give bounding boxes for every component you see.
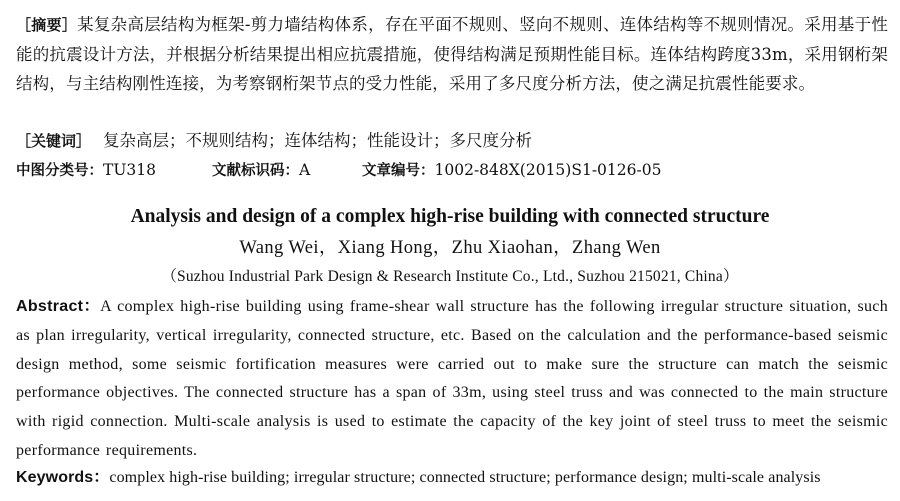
article-number-value: 1002-848X(2015)S1-0126-05: [434, 161, 662, 179]
english-keywords-label: Keywords：: [16, 469, 110, 486]
english-keywords-text: complex high-rise building; irregular structure; connected structure; performance design; multi-scale analysis: [109, 469, 821, 486]
english-keywords: [16, 464, 888, 492]
clc-number: [16, 157, 212, 184]
chinese-keywords-text: 复杂高层；不规则结构；连体结构；性能设计；多尺度分析: [103, 131, 533, 150]
english-abstract-label: Abstract：: [16, 298, 101, 315]
english-abstract: [16, 293, 888, 466]
english-affiliation: （Suzhou Industrial Park Design & Research Institute Co., Ltd., Suzhou 215021, China）: [161, 268, 739, 285]
clc-value: TU318: [103, 161, 156, 179]
classification-line: [16, 157, 888, 184]
chinese-abstract-label: ［摘要］: [16, 16, 78, 34]
document-code-label: 文献标识码：: [212, 163, 299, 179]
chinese-keywords: [16, 127, 888, 155]
english-authors: Wang Wei，Xiang Hong，Zhu Xiaohan，Zhang Wen: [239, 238, 661, 258]
chinese-abstract-text: 某复杂高层结构为框架-剪力墙结构体系，存在平面不规则、竖向不规则、连体结构等不规则情况。采用基于性能的抗震设计方法，并根据分析结果提出相应抗震措施，使得结构满足预期性能目标。连体结构跨度33m，采用钢桁架结构，与主结构刚性连接，为考察钢桁架节点的受力性能，采用了多尺度分析方法，使之满足抗震性能要求。: [16, 15, 888, 93]
chinese-keywords-label: ［关键词］: [16, 132, 92, 150]
chinese-abstract: [16, 10, 888, 98]
article-number-label: 文章编号：: [362, 163, 435, 179]
document-code-value: A: [299, 161, 311, 179]
document-code: [212, 157, 362, 184]
english-title: Analysis and design of a complex high-rise building with connected structure: [130, 206, 770, 227]
clc-label: 中图分类号：: [16, 163, 103, 179]
english-abstract-text: A complex high-rise building using frame-shear wall structure has the following irregular structure situation, such as plan irregularity, vertical irregularity, connected structure, etc. Based on the calculation and the performance-based seismic design method, some seismic fortification measures were carried out to make sure the structure can match the seismic performance objectives. The connected structure has a span of 33m, using steel truss and was connected to the main structure with rigid connection. Multi-scale analysis is used to estimate the capacity of the key joint of steel truss to meet the seismic performance requirements.: [16, 298, 888, 459]
article-number: [362, 157, 661, 184]
